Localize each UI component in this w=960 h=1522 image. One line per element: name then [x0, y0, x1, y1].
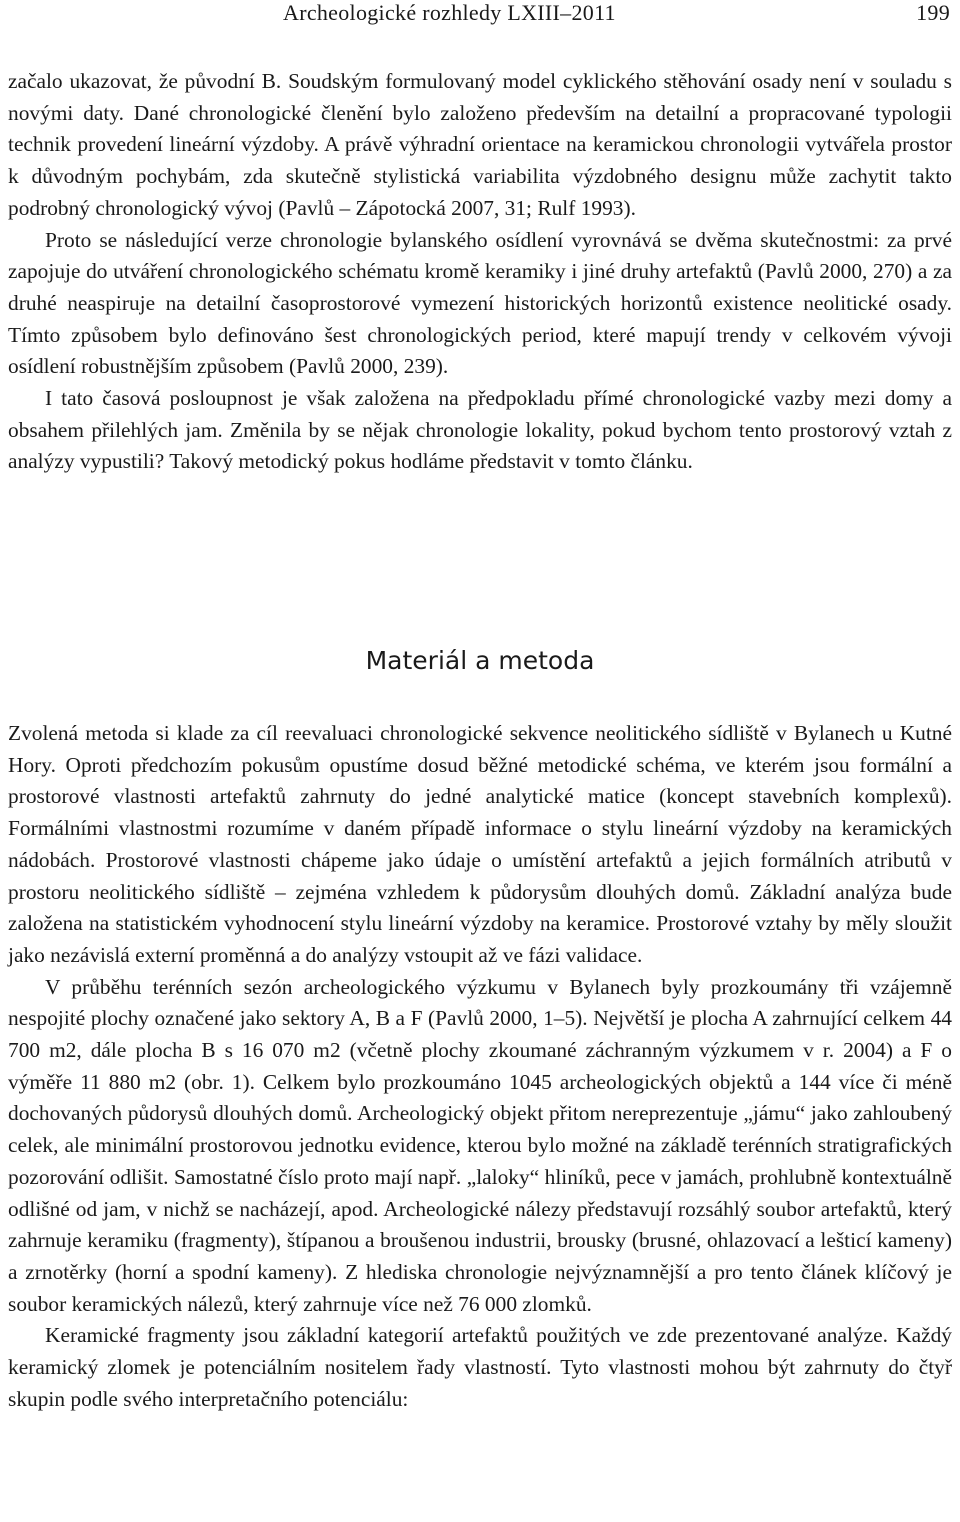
intro-text [8, 66, 952, 478]
paragraph: Zvolená metoda si klade za cíl reevaluaci chronologické sekvence neolitického sídliště v Bylanech u Kutné Hory. Oproti předchozím pokusům opustíme dosud běžné metodické schéma, ve kterém jsou formální a prostorové vlastnosti artefaktů zahrnuty do jedné analytické matice (koncept stavebních komplexů). Formálními vlastnostmi rozumíme v daném případě informace o stylu lineární výzdoby na keramických nádobách. Prostorové vlastnosti chápeme jako údaje o umístění artefaktů a jejich formálních atributů v prostoru neolitického sídliště – zejména vzhledem k půdorysům dlouhých domů. Základní analýza bude založena na statistickém vyhodnocení stylu lineární výzdoby na keramice. Prostorové vztahy by měly sloužit jako nezávislá externí proměnná a do analýzy vstoupit až ve fázi validace. [8, 721, 952, 967]
paragraph: začalo ukazovat, že původní B. Soudským formulovaný model cyklického stěhování osady není v souladu s novými daty. Dané chronologické členění bylo založeno především na detailní a propracované typologii technik provedení lineární výzdoby. A právě výhradní orientace na keramickou chronologii vytvářela prostor k důvodným pochybám, zda skutečně stylistická variabilita výzdobného designu může zachytit takto podrobný chronologický vývoj (Pavlů – Zápotocká 2007, 31; Rulf 1993). [8, 69, 952, 220]
section-heading: Materiál a metoda [365, 646, 595, 675]
page-number: 199 [916, 0, 950, 25]
paragraph: I tato časová posloupnost je však založena na předpokladu přímé chronologické vazby mezi domy a obsahem přilehlých jam. Změnila by se nějak chronologie lokality, pokud bychom tento prostorový vztah z analýzy vypustili? Takový metodický pokus hodláme představit v tomto článku. [8, 386, 952, 474]
paragraph: Proto se následující verze chronologie bylanského osídlení vyrovnává se dvěma skutečnostmi: za prvé zapojuje do utváření chronologického schématu kromě keramiky i jiné druhy artefaktů (Pavlů 2000, 270) a za druhé neaspiruje na detailní časoprostorové vymezení historických horizontů existence neolitické osady. Tímto způsobem bylo definováno šest chronologických period, které mapují trendy v celkovém vývoji osídlení robustnějším způsobem (Pavlů 2000, 239). [8, 227, 952, 379]
paragraph: Keramické fragmenty jsou základní kategorií artefaktů použitých ve zde prezentované analýze. Každý keramický zlomek je potenciálním nositelem řady vlastností. Tyto vlastnosti mohou být zahrnuty do čtyř skupin podle svého interpretačního potenciálu: [8, 1323, 952, 1411]
journal-title: Archeologické rozhledy LXIII–2011 [283, 0, 616, 25]
running-head [8, 0, 952, 30]
paragraph: V průběhu terénních sezón archeologického výzkumu v Bylanech byly prozkoumány tři vzájemně nespojité plochy označené jako sektory A, B a F (Pavlů 2000, 1–5). Největší je plocha A zahrnující celkem 44 700 m2, dále plocha B s 16 070 m2 (včetně plochy zkoumané záchranným výzkumem v r. 2004) a F o výměře 11 880 m2 (obr. 1). Celkem bylo prozkoumáno 1045 archeologických objektů a 144 více či méně dochovaných půdorysů dlouhých domů. Archeologický objekt přitom nereprezentuje „jámu“ jako zahloubený celek, ale minimální prostorovou jednotku evidence, kterou bylo možné na základě terénních stratigrafických pozorování odlišit. Samostatné číslo proto mají např. „laloky“ hliníků, pece v jamách, prohlubně kontextuálně odlišné od jam, v nichž se nacházejí, apod. Archeologické nálezy představují rozsáhlý soubor artefaktů, který zahrnuje keramiku (fragmenty), štípanou a broušenou industrii, brousky (brusné, ohlazovací a lešticí kameny) a zrnotěrky (horní a spodní kameny). Z hlediska chronologie nejvýznamnější a pro tento článek klíčový je soubor keramických nálezů, který zahrnuje více než 76 000 zlomků. [8, 974, 952, 1316]
method-text [8, 718, 952, 1415]
